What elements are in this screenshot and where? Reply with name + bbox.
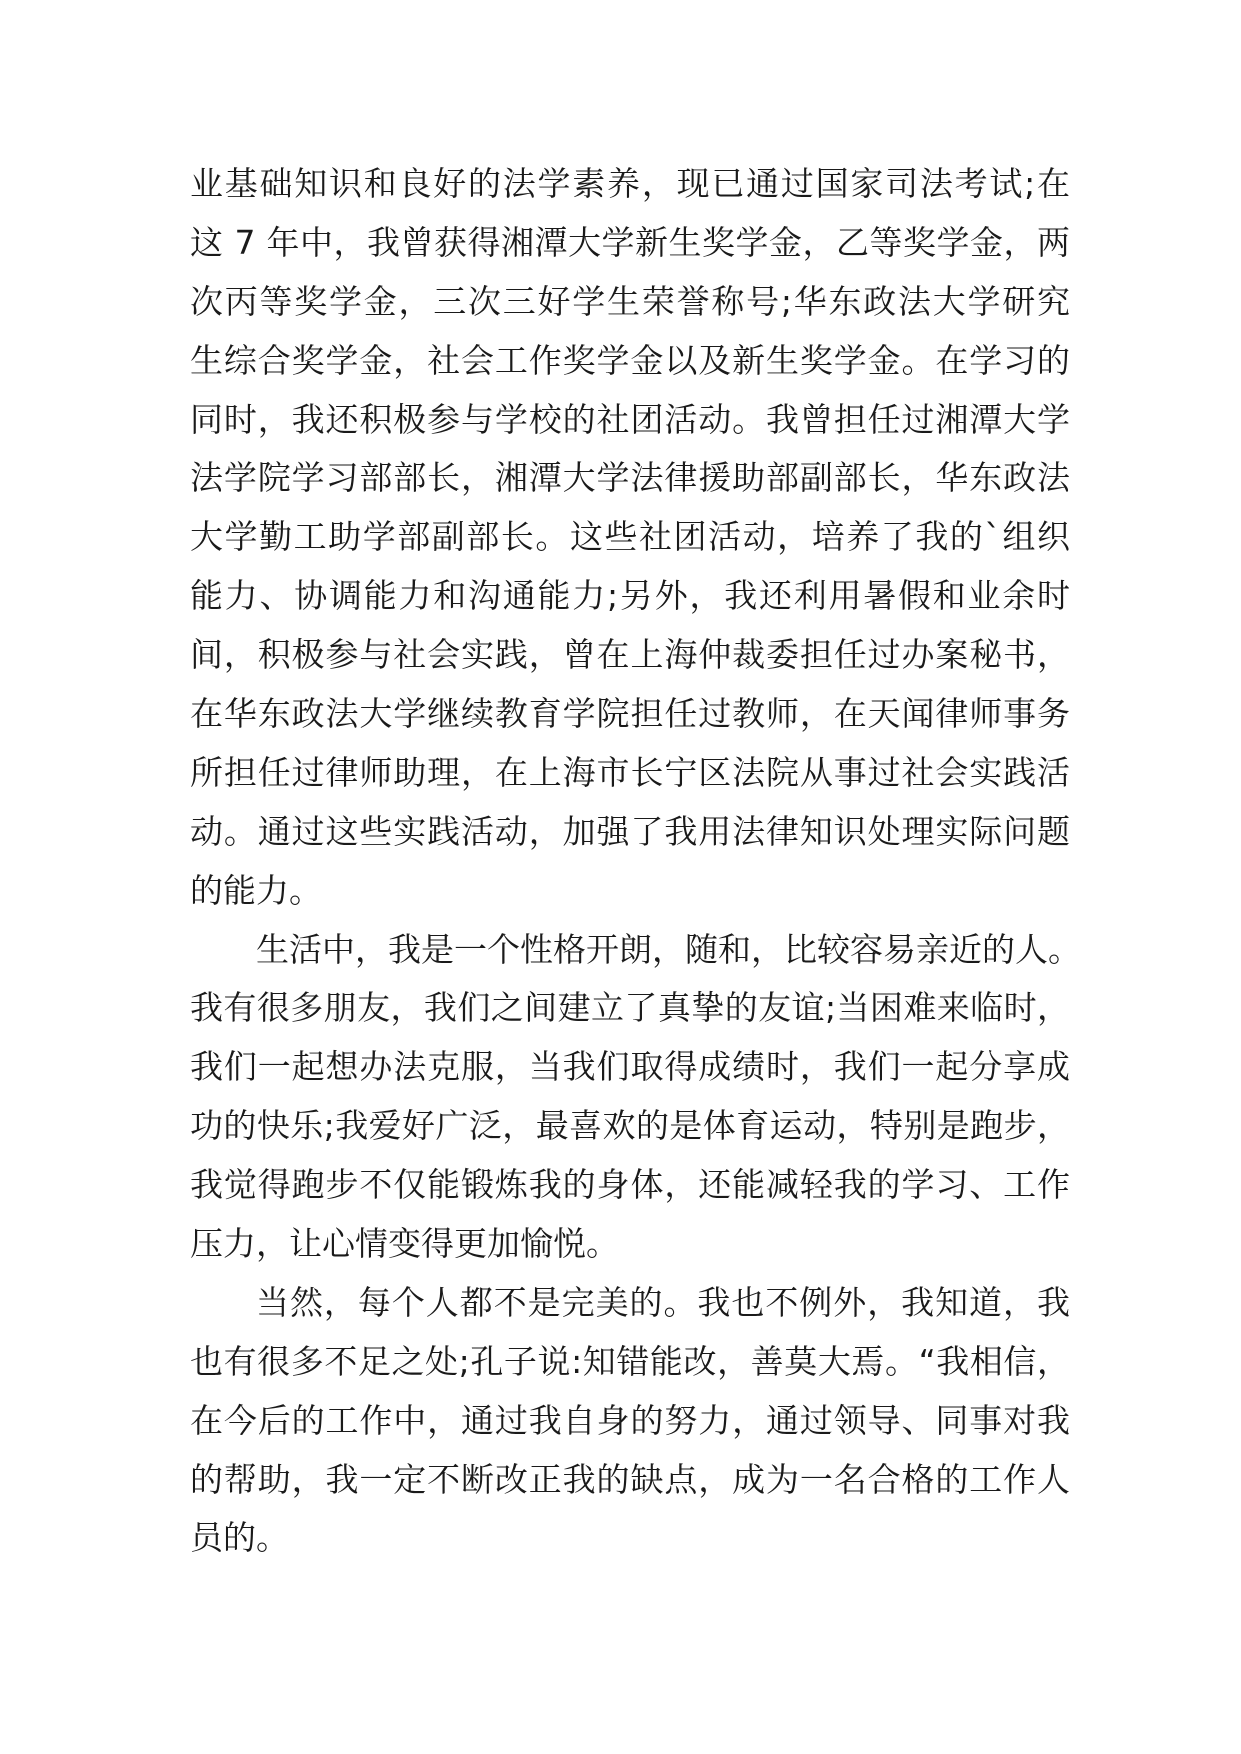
text-line: 我们一起想办法克服，当我们取得成绩时，我们一起分享成 [190, 1047, 1070, 1087]
text-line: 业基础知识和良好的法学素养，现已通过国家司法考试;在 [190, 164, 1070, 203]
text-line: 我有很多朋友，我们之间建立了真挚的友谊;当困难来临时， [190, 988, 1070, 1028]
text-line: 在华东政法大学继续教育学院担任过教师，在天闻律师事务 [190, 694, 1070, 734]
text-line: 在今后的工作中，通过我自身的努力，通过领导、同事对我 [190, 1400, 1070, 1440]
text-line: 所担任过律师助理，在上海市长宁区法院从事过社会实践活 [190, 752, 1070, 792]
text-line: 我觉得跑步不仅能锻炼我的身体，还能减轻我的学习、工作 [190, 1165, 1070, 1205]
text-line: 间，积极参与社会实践，曾在上海仲裁委担任过办案秘书， [190, 635, 1070, 675]
text-line: 生综合奖学金，社会工作奖学金以及新生奖学金。在学习的 [190, 340, 1070, 380]
text-line: 也有很多不足之处;孔子说:知错能改，善莫大焉。“我相信， [190, 1341, 1070, 1381]
paragraph-first-line: 生活中，我是一个性格开朗，随和，比较容易亲近的人。 [256, 929, 1081, 969]
text-line: 同时，我还积极参与学校的社团活动。我曾担任过湘潭大学 [190, 399, 1070, 439]
text-line: 员的。 [190, 1518, 289, 1558]
text-line: 能力、协调能力和沟通能力;另外，我还利用暑假和业余时 [190, 576, 1070, 616]
text-line: 大学勤工助学部副部长。这些社团活动，培养了我的`组织 [190, 517, 1070, 557]
body-text [190, 155, 1081, 1568]
text-line: 压力，让心情变得更加愉悦。 [190, 1224, 619, 1264]
text-line: 的帮助，我一定不断改正我的缺点，成为一名合格的工作人 [190, 1459, 1070, 1499]
paragraph-first-line: 当然，每个人都不是完美的。我也不例外，我知道，我 [256, 1282, 1070, 1322]
text-line: 次丙等奖学金，三次三好学生荣誉称号;华东政法大学研究 [190, 281, 1070, 321]
text-line: 这 7 年中，我曾获得湘潭大学新生奖学金，乙等奖学金，两 [190, 222, 1070, 262]
text-line: 动。通过这些实践活动，加强了我用法律知识处理实际问题 [190, 811, 1070, 851]
text-line: 的能力。 [190, 870, 322, 910]
text-line: 功的快乐;我爱好广泛，最喜欢的是体育运动，特别是跑步， [190, 1106, 1070, 1146]
text-line: 法学院学习部部长，湘潭大学法律援助部副部长，华东政法 [190, 458, 1070, 498]
